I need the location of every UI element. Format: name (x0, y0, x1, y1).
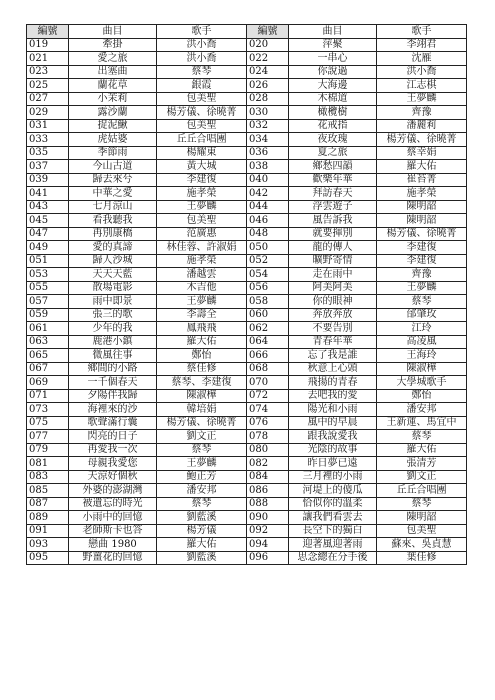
song-singer: 王夢麟 (157, 200, 247, 214)
song-number: 025 (27, 79, 69, 93)
song-singer: 包美聖 (157, 119, 247, 133)
song-singer: 劉文正 (157, 430, 247, 444)
song-singer: 李建復 (377, 241, 467, 255)
song-title: 歡樂年華 (289, 173, 377, 187)
song-title: 七月涼山 (69, 200, 157, 214)
song-singer: 蔡琴 (157, 443, 247, 457)
song-number: 064 (247, 335, 289, 349)
song-title: 風中的早晨 (289, 416, 377, 430)
song-number: 082 (247, 457, 289, 471)
song-number: 031 (27, 119, 69, 133)
table-row (27, 389, 467, 403)
song-singer: 包美聖 (377, 524, 467, 538)
song-number: 084 (247, 470, 289, 484)
header-number: 編號 (247, 25, 289, 39)
song-singer: 蔡琴 (157, 65, 247, 79)
song-singer: 鄭怡 (157, 349, 247, 363)
song-number: 026 (247, 79, 289, 93)
song-title: 外婆的澎湖灣 (69, 484, 157, 498)
table-row (27, 79, 467, 93)
song-number: 091 (27, 524, 69, 538)
song-title: 虎姑婆 (69, 133, 157, 147)
song-title: 去吧我的愛 (289, 389, 377, 403)
song-title: 鄉間的小路 (69, 362, 157, 376)
table-row (27, 551, 467, 565)
song-number: 079 (27, 443, 69, 457)
song-title: 夕陽伴我歸 (69, 389, 157, 403)
song-number: 050 (247, 241, 289, 255)
table-row (27, 524, 467, 538)
song-singer: 王海玲 (377, 349, 467, 363)
song-number: 081 (27, 457, 69, 471)
song-singer: 潘安邦 (377, 403, 467, 417)
header-singer: 歌手 (157, 25, 247, 39)
song-singer: 林佳蓉、許淑娟 (157, 241, 247, 255)
song-number: 072 (247, 389, 289, 403)
header-title: 曲目 (69, 25, 157, 39)
song-singer: 陳淑樺 (377, 362, 467, 376)
song-title: 被遺忘的時光 (69, 497, 157, 511)
song-singer: 李建復 (377, 254, 467, 268)
header-singer: 歌手 (377, 25, 467, 39)
song-table (26, 24, 467, 565)
song-number: 039 (27, 173, 69, 187)
table-row (27, 173, 467, 187)
song-singer: 齊豫 (377, 268, 467, 282)
song-number: 062 (247, 322, 289, 336)
song-singer: 葉佳修 (377, 551, 467, 565)
table-row (27, 403, 467, 417)
table-row (27, 335, 467, 349)
song-title: 曠野寄情 (289, 254, 377, 268)
song-title: 母親我愛您 (69, 457, 157, 471)
song-title: 秋意上心頭 (289, 362, 377, 376)
song-title: 張三的歌 (69, 308, 157, 322)
song-title: 再別康橋 (69, 227, 157, 241)
song-singer: 陳明韶 (377, 200, 467, 214)
song-singer: 蔡琴 (377, 430, 467, 444)
song-singer: 王夢麟 (377, 92, 467, 106)
song-singer: 李壽全 (157, 308, 247, 322)
song-singer: 蔡佳修 (157, 362, 247, 376)
song-singer: 潘安邦 (157, 484, 247, 498)
table-row (27, 65, 467, 79)
song-singer: 蔡琴、李建復 (157, 376, 247, 390)
song-singer: 沈雁 (377, 52, 467, 66)
song-title: 微風往事 (69, 349, 157, 363)
song-number: 043 (27, 200, 69, 214)
song-number: 063 (27, 335, 69, 349)
header-row (27, 25, 467, 39)
song-number: 027 (27, 92, 69, 106)
song-singer: 洪小喬 (377, 65, 467, 79)
song-number: 086 (247, 484, 289, 498)
song-title: 天天天藍 (69, 268, 157, 282)
song-singer: 王新蓮、馬宜中 (377, 416, 467, 430)
song-number: 077 (27, 430, 69, 444)
song-number: 042 (247, 187, 289, 201)
song-title: 萍聚 (289, 38, 377, 52)
song-number: 024 (247, 65, 289, 79)
song-number: 053 (27, 268, 69, 282)
song-number: 065 (27, 349, 69, 363)
song-title: 出塞曲 (69, 65, 157, 79)
song-number: 089 (27, 511, 69, 525)
header-title: 曲目 (289, 25, 377, 39)
song-title: 風告訴我 (289, 214, 377, 228)
song-singer: 潘越雲 (157, 268, 247, 282)
song-singer: 陳明韶 (377, 214, 467, 228)
song-singer: 羅大佑 (157, 538, 247, 552)
song-singer: 蘇來、吳貞慧 (377, 538, 467, 552)
song-number: 083 (27, 470, 69, 484)
song-title: 今山古道 (69, 160, 157, 174)
song-title: 季節雨 (69, 146, 157, 160)
song-singer: 李建復 (157, 173, 247, 187)
song-title: 龍的傳人 (289, 241, 377, 255)
song-singer: 楊芳儀 (157, 524, 247, 538)
song-singer: 木吉他 (157, 281, 247, 295)
song-number: 023 (27, 65, 69, 79)
song-singer: 蔡琴 (377, 295, 467, 309)
song-singer: 齊豫 (377, 106, 467, 120)
song-number: 054 (247, 268, 289, 282)
song-number: 057 (27, 295, 69, 309)
table-row (27, 349, 467, 363)
song-number: 019 (27, 38, 69, 52)
table-row (27, 470, 467, 484)
song-title: 光陰的故事 (289, 443, 377, 457)
song-singer: 韓培娟 (157, 403, 247, 417)
song-title: 大海邊 (289, 79, 377, 93)
song-singer: 范廣惠 (157, 227, 247, 241)
song-number: 029 (27, 106, 69, 120)
table-row (27, 362, 467, 376)
song-singer: 楊芳儀、徐曉菁 (377, 133, 467, 147)
song-singer: 丘丘合唱團 (157, 133, 247, 147)
song-number: 032 (247, 119, 289, 133)
song-number: 034 (247, 133, 289, 147)
song-number: 022 (247, 52, 289, 66)
song-title: 小茉莉 (69, 92, 157, 106)
table-row (27, 268, 467, 282)
song-singer: 楊芳儀、徐曉菁 (157, 416, 247, 430)
song-number: 040 (247, 173, 289, 187)
song-singer: 潘麗莉 (377, 119, 467, 133)
song-singer: 丘丘合唱團 (377, 484, 467, 498)
song-number: 075 (27, 416, 69, 430)
song-number: 088 (247, 497, 289, 511)
song-title: 就要揮別 (289, 227, 377, 241)
song-number: 037 (27, 160, 69, 174)
song-number: 070 (247, 376, 289, 390)
song-number: 044 (247, 200, 289, 214)
song-title: 忘了我是誰 (289, 349, 377, 363)
song-singer: 李翊君 (377, 38, 467, 52)
song-title: 老師斯卡也答 (69, 524, 157, 538)
song-singer: 大學城歌手 (377, 376, 467, 390)
song-number: 066 (247, 349, 289, 363)
song-title: 青春年華 (289, 335, 377, 349)
song-title: 不要告別 (289, 322, 377, 336)
song-number: 093 (27, 538, 69, 552)
song-title: 天涼好個秋 (69, 470, 157, 484)
table-row (27, 119, 467, 133)
song-title: 再愛我一次 (69, 443, 157, 457)
song-singer: 陳淑樺 (157, 389, 247, 403)
song-title: 花戒指 (289, 119, 377, 133)
song-singer: 蔡琴 (157, 497, 247, 511)
table-row (27, 457, 467, 471)
song-number: 067 (27, 362, 69, 376)
song-singer: 施孝榮 (157, 187, 247, 201)
table-row (27, 133, 467, 147)
song-title: 讓我們看雲去 (289, 511, 377, 525)
song-title: 浮雲遊子 (289, 200, 377, 214)
table-row (27, 484, 467, 498)
song-title: 中華之愛 (69, 187, 157, 201)
song-singer: 王夢麟 (157, 457, 247, 471)
song-number: 076 (247, 416, 289, 430)
table-row (27, 146, 467, 160)
song-number: 071 (27, 389, 69, 403)
song-singer: 劉藍溪 (157, 511, 247, 525)
song-singer: 張清芳 (377, 457, 467, 471)
song-number: 038 (247, 160, 289, 174)
song-title: 迎著風迎著雨 (289, 538, 377, 552)
song-list (26, 24, 466, 565)
song-number: 045 (27, 214, 69, 228)
song-number: 049 (27, 241, 69, 255)
song-singer: 羅大佑 (377, 443, 467, 457)
song-title: 歸去來兮 (69, 173, 157, 187)
song-title: 一串心 (289, 52, 377, 66)
song-title: 蘭花草 (69, 79, 157, 93)
song-title: 看我聽我 (69, 214, 157, 228)
table-row (27, 106, 467, 120)
table-row (27, 497, 467, 511)
song-title: 長空下的獨白 (289, 524, 377, 538)
song-singer: 包美聖 (157, 214, 247, 228)
table-row (27, 295, 467, 309)
song-singer: 劉文正 (377, 470, 467, 484)
song-title: 歸人沙城 (69, 254, 157, 268)
song-singer: 羅大佑 (377, 160, 467, 174)
song-title: 三月裡的小雨 (289, 470, 377, 484)
header-number: 編號 (27, 25, 69, 39)
song-title: 鄉愁四韻 (289, 160, 377, 174)
song-number: 092 (247, 524, 289, 538)
table-row (27, 376, 467, 390)
table-row (27, 227, 467, 241)
song-singer: 蔡幸娟 (377, 146, 467, 160)
table-row (27, 214, 467, 228)
song-number: 048 (247, 227, 289, 241)
song-title: 木棉道 (289, 92, 377, 106)
table-row (27, 92, 467, 106)
song-singer: 王夢麟 (157, 295, 247, 309)
song-title: 跟我說愛我 (289, 430, 377, 444)
song-title: 鹿港小鎮 (69, 335, 157, 349)
song-title: 閃亮的日子 (69, 430, 157, 444)
song-title: 海裡來的沙 (69, 403, 157, 417)
song-singer: 劉藍溪 (157, 551, 247, 565)
song-title: 阿美阿美 (289, 281, 377, 295)
song-title: 你的眼神 (289, 295, 377, 309)
song-title: 你說過 (289, 65, 377, 79)
song-singer: 洪小喬 (157, 52, 247, 66)
table-row (27, 416, 467, 430)
song-number: 047 (27, 227, 69, 241)
song-number: 085 (27, 484, 69, 498)
song-number: 074 (247, 403, 289, 417)
song-number: 020 (247, 38, 289, 52)
song-number: 095 (27, 551, 69, 565)
song-singer: 蔡琴 (377, 497, 467, 511)
song-title: 河堤上的傻瓜 (289, 484, 377, 498)
table-row (27, 430, 467, 444)
song-title: 散場電影 (69, 281, 157, 295)
table-row (27, 538, 467, 552)
table-row (27, 160, 467, 174)
song-number: 090 (247, 511, 289, 525)
song-number: 078 (247, 430, 289, 444)
song-number: 028 (247, 92, 289, 106)
song-title: 露沙蘭 (69, 106, 157, 120)
song-title: 恰似你的溫柔 (289, 497, 377, 511)
song-number: 036 (247, 146, 289, 160)
table-row (27, 200, 467, 214)
table-row (27, 308, 467, 322)
song-number: 056 (247, 281, 289, 295)
table-row (27, 254, 467, 268)
song-singer: 楊芳儀、徐曉菁 (377, 227, 467, 241)
song-number: 069 (27, 376, 69, 390)
song-number: 058 (247, 295, 289, 309)
song-singer: 黃大城 (157, 160, 247, 174)
song-title: 歌聲滿行囊 (69, 416, 157, 430)
table-row (27, 443, 467, 457)
song-number: 052 (247, 254, 289, 268)
song-number: 021 (27, 52, 69, 66)
song-title: 夜玫瑰 (289, 133, 377, 147)
song-title: 橄欖樹 (289, 106, 377, 120)
song-title: 愛的真諦 (69, 241, 157, 255)
song-number: 046 (247, 214, 289, 228)
song-number: 055 (27, 281, 69, 295)
song-title: 戀曲 1980 (69, 538, 157, 552)
song-title: 夏之旅 (289, 146, 377, 160)
song-number: 087 (27, 497, 69, 511)
song-singer: 施孝榮 (377, 187, 467, 201)
song-singer: 楊芳儀、徐曉菁 (157, 106, 247, 120)
song-number: 035 (27, 146, 69, 160)
song-singer: 鄭怡 (377, 389, 467, 403)
song-title: 野薑花的回憶 (69, 551, 157, 565)
song-singer: 陳明韶 (377, 511, 467, 525)
song-title: 陽光和小雨 (289, 403, 377, 417)
song-singer: 邰肇玫 (377, 308, 467, 322)
song-singer: 高凌風 (377, 335, 467, 349)
song-singer: 鮑正芳 (157, 470, 247, 484)
song-singer: 洪小喬 (157, 38, 247, 52)
song-number: 068 (247, 362, 289, 376)
song-singer: 楊耀東 (157, 146, 247, 160)
song-number: 060 (247, 308, 289, 322)
song-title: 小雨中的回憶 (69, 511, 157, 525)
song-singer: 鳳飛飛 (157, 322, 247, 336)
song-singer: 崔苔菁 (377, 173, 467, 187)
song-title: 奔放奔放 (289, 308, 377, 322)
song-singer: 包美聖 (157, 92, 247, 106)
song-number: 073 (27, 403, 69, 417)
song-number: 061 (27, 322, 69, 336)
song-title: 走在雨中 (289, 268, 377, 282)
song-title: 一千個春天 (69, 376, 157, 390)
song-singer: 江玲 (377, 322, 467, 336)
song-singer: 王夢麟 (377, 281, 467, 295)
song-title: 捉泥鰍 (69, 119, 157, 133)
song-singer: 江志棋 (377, 79, 467, 93)
song-singer: 施孝榮 (157, 254, 247, 268)
song-singer: 銀霞 (157, 79, 247, 93)
song-number: 041 (27, 187, 69, 201)
song-title: 拜訪春天 (289, 187, 377, 201)
song-title: 思念總在分手後 (289, 551, 377, 565)
song-number: 033 (27, 133, 69, 147)
song-number: 094 (247, 538, 289, 552)
song-number: 096 (247, 551, 289, 565)
table-row (27, 241, 467, 255)
table-row (27, 281, 467, 295)
table-row (27, 511, 467, 525)
song-title: 雨中即景 (69, 295, 157, 309)
song-number: 080 (247, 443, 289, 457)
table-row (27, 38, 467, 52)
table-row (27, 187, 467, 201)
song-number: 051 (27, 254, 69, 268)
song-singer: 羅大佑 (157, 335, 247, 349)
song-title: 愛之旅 (69, 52, 157, 66)
song-number: 059 (27, 308, 69, 322)
song-title: 昨日夢已遠 (289, 457, 377, 471)
song-number: 030 (247, 106, 289, 120)
song-title: 牽掛 (69, 38, 157, 52)
song-title: 少年的我 (69, 322, 157, 336)
table-row (27, 52, 467, 66)
song-title: 飛揚的青春 (289, 376, 377, 390)
table-row (27, 322, 467, 336)
